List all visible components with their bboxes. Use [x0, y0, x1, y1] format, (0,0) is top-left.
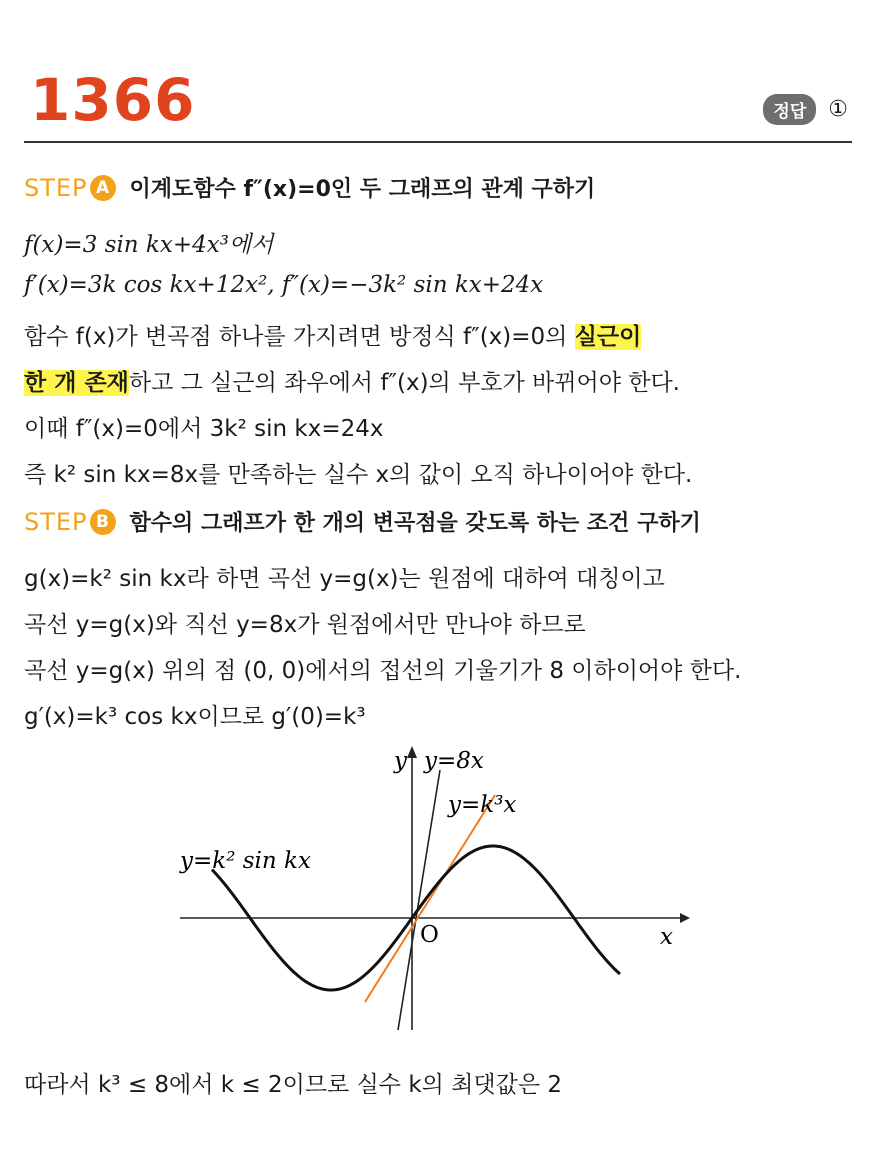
step-b-heading: [24, 506, 701, 537]
line-k3x: [365, 795, 495, 1002]
step-b-title: 함수의 그래프가 한 개의 변곡점을 갖도록 하는 조건 구하기: [129, 511, 701, 536]
line-k3x-label: y=k³x: [448, 792, 517, 818]
header-divider: [24, 141, 852, 143]
answer-badge: 정답: [763, 94, 816, 125]
x-axis-label: x: [660, 924, 673, 950]
step-a-title: 이계도함수 f″(x)=0인 두 그래프의 관계 구하기: [129, 177, 596, 202]
line-a3-text: 함수 f(x)가 변곡점 하나를 가지려면 방정식 f″(x)=0의: [24, 324, 575, 350]
line-8x-label: y=8x: [424, 748, 484, 774]
step-a-letter-icon: A: [90, 175, 116, 201]
line-8x: [398, 770, 440, 1030]
line-a4: [24, 364, 680, 397]
curve-label: y=k² sin kx: [180, 848, 311, 874]
problem-number: 1366: [30, 66, 196, 134]
origin-label: O: [420, 922, 439, 948]
line-a1: f(x)=3 sin kx+4x³에서: [24, 232, 274, 258]
y-axis-label: y: [394, 748, 407, 774]
line-a3-highlight: 실근이: [574, 324, 642, 350]
step-a-word: STEP: [24, 173, 88, 202]
step-b-letter-icon: B: [90, 509, 116, 535]
line-a4-text: 하고 그 실근의 좌우에서 f″(x)의 부호가 바뀌어야 한다.: [128, 370, 680, 396]
line-a2: f′(x)=3k cos kx+12x², f″(x)=−3k² sin kx+24x: [24, 272, 544, 298]
final-conclusion: 따라서 k³ ≤ 8에서 k ≤ 2이므로 실수 k의 최댓값은 2: [24, 1072, 563, 1098]
line-a4-highlight: 한 개 존재: [24, 370, 129, 396]
line-a5: 이때 f″(x)=0에서 3k² sin kx=24x: [24, 416, 384, 442]
sine-graph: [150, 740, 710, 1040]
step-b-word: STEP: [24, 507, 88, 536]
line-b3: 곡선 y=g(x) 위의 점 (0, 0)에서의 접선의 기울기가 8 이하이어야 한다.: [24, 658, 742, 684]
y-axis-arrow-icon: [407, 746, 417, 758]
x-axis-arrow-icon: [680, 913, 690, 923]
problem-header: [24, 66, 854, 146]
step-a-heading: [24, 172, 595, 203]
line-b1: g(x)=k² sin kx라 하면 곡선 y=g(x)는 원점에 대하여 대칭이고: [24, 566, 665, 592]
answer-value: ①: [828, 97, 848, 122]
line-a3: [24, 318, 641, 351]
answer-box: [763, 94, 848, 125]
line-a6: 즉 k² sin kx=8x를 만족하는 실수 x의 값이 오직 하나이어야 한다.: [24, 462, 693, 488]
line-b4: g′(x)=k³ cos kx이므로 g′(0)=k³: [24, 704, 366, 730]
line-b2: 곡선 y=g(x)와 직선 y=8x가 원점에서만 만나야 하므로: [24, 612, 586, 638]
